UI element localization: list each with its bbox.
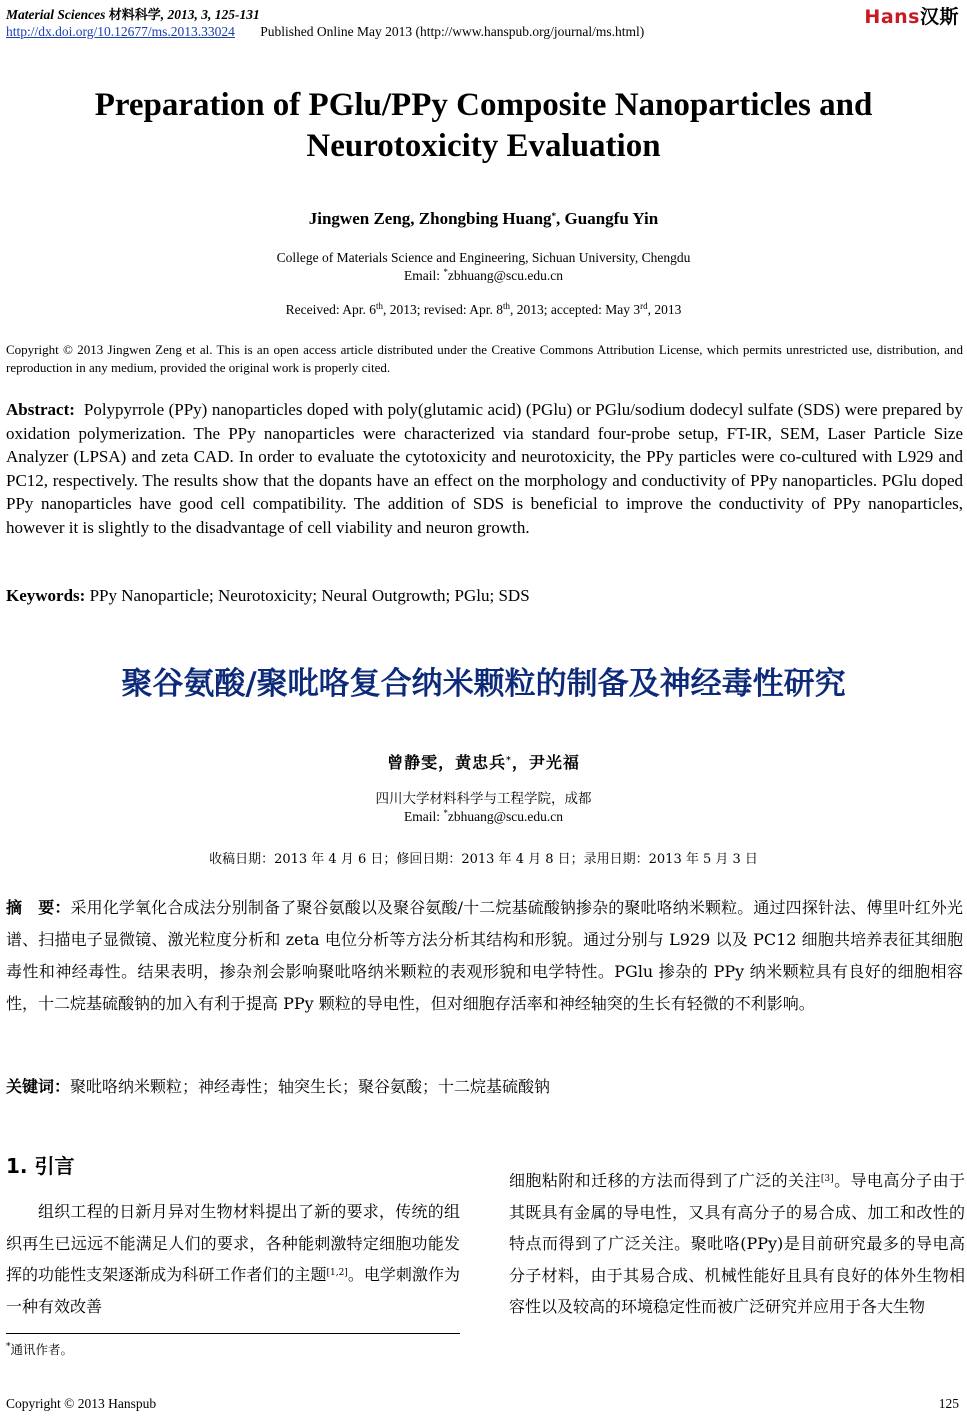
- journal-name: Material Sciences: [6, 7, 106, 22]
- doi-link[interactable]: http://dx.doi.org/10.12677/ms.2013.33024: [6, 24, 235, 39]
- abstract-text-cn: 采用化学氧化合成法分别制备了聚谷氨酸以及聚谷氨酸/十二烷基硫酸钠掺杂的聚吡咯纳米颗粒。通过四探针法、傅里叶红外光谱、扫描电子显微镜、激光粒度分析和 zeta 电位分析等方法分析其结构和形貌。通过分别与 L929 以及 PC12 细胞共培养表征其细胞毒性和神经毒性。结果表明，掺杂剂会影响聚吡咯纳米颗粒的表观形貌和电学特性。PGlu 掺杂的 PPy 纳米颗粒具有良好的细胞相容性，十二烷基硫酸钠的加入有利于提高 PPy 颗粒的导电性，但对细胞存活率和神经轴突的生长有轻微的不利影响。: [6, 898, 963, 1013]
- received-dates-cn: 收稿日期：2013 年 4 月 6 日；修回日期：2013 年 4 月 8 日；录用日期：2013 年 5 月 3 日: [209, 852, 758, 867]
- keywords: [6, 586, 963, 606]
- abstract-text: Polypyrrole (PPy) nanoparticles doped with poly(glutamic acid) (PGlu) or PGlu/sodium dodecyl sulfate (SDS) were prepared by oxidation polymerization. The PPy nanoparticles were characterized via standard four-probe setup, FT-IR, SEM, Laser Particle Size Analyzer (LPSA) and zeta CAD. In order to evaluate the cytotoxicity and neurotoxicity, the PPy particles were co-cultured with L929 and PC12, respectively. The results show that the dopants have an effect on the morphology and conductivity of PPy nanoparticles. PGlu doped PPy nanoparticles have good cell compatibility. The addition of SDS is beneficial to improve the conductivity of PPy nanoparticles, however it is slightly to the disadvantage of cell viability and neuron growth.: [6, 400, 964, 537]
- journal-name-cn: 材料科学: [108, 8, 161, 23]
- keywords-label: Keywords:: [6, 586, 86, 605]
- paper-title-cn: 聚谷氨酸/聚吡咯复合纳米颗粒的制备及神经毒性研究: [121, 666, 846, 702]
- body-column-right: 细胞粘附和迁移的方法而得到了广泛的关注[3]。导电高分子由于其既具有金属的导电性，又具有高分子的易合成、加工和改性的特点而得到了广泛关注。聚吡咯(PPy)是目前研究最多的导电高分子材料，由于其易合成、机械性能好且具有良好的体外生物相容性以及较高的环境稳定性而被广泛研究并应用于各大生物: [509, 1171, 965, 1316]
- section-heading: 1. 引言: [6, 1154, 75, 1178]
- journal-header: [6, 4, 260, 23]
- keywords-text: PPy Nanoparticle; Neurotoxicity; Neural Outgrowth; PGlu; SDS: [89, 586, 530, 605]
- body-column-left: 组织工程的日新月异对生物材料提出了新的要求，传统的组织再生已远远不能满足人们的要求，各种能刺激特定细胞功能发挥的功能性支架逐渐成为科研工作者们的主题[1,2]。电学刺激作为一种有效改善: [6, 1202, 460, 1316]
- citation[interactable]: [1,2]: [326, 1268, 348, 1278]
- keywords-label-cn: 关键词：: [6, 1077, 71, 1096]
- keywords-cn: [6, 1074, 963, 1097]
- affiliation: College of Materials Science and Engineering, Sichuan University, Chengdu Email: *zbhuang@scu.edu.cn: [0, 249, 967, 285]
- keywords-text-cn: 聚吡咯纳米颗粒；神经毒性；轴突生长；聚谷氨酸；十二烷基硫酸钠: [70, 1077, 551, 1096]
- hans-logo: Hans汉斯: [864, 6, 959, 28]
- corresponding-mark: *: [551, 211, 557, 221]
- abstract-label: Abstract:: [6, 400, 75, 419]
- doi-line: [6, 24, 644, 40]
- affiliation-cn: 四川大学材料科学与工程学院，成都 Email: *zbhuang@scu.edu.cn: [375, 791, 592, 824]
- footnote-divider: [6, 1333, 460, 1334]
- footnote: *通讯作者。: [6, 1342, 74, 1357]
- journal-issue: , 2013, 3, 125-131: [160, 7, 260, 22]
- received-dates: Received: Apr. 6th, 2013; revised: Apr. 8th, 2013; accepted: May 3rd, 2013: [285, 301, 682, 317]
- published-online: Published Online May 2013 (http://www.hanspub.org/journal/ms.html): [260, 24, 645, 39]
- paper-title: Preparation of PGlu/PPy Composite Nanoparticles and Neurotoxicity Evaluation: [94, 87, 873, 164]
- email: Email: *zbhuang@scu.edu.cn: [403, 267, 564, 283]
- authors-cn: 曾静雯，黄忠兵*，尹光福: [387, 753, 580, 772]
- footer-copyright: Copyright © 2013 Hanspub: [6, 1396, 157, 1411]
- copyright-notice: Copyright © 2013 Jingwen Zeng et al. This is an open access article distributed under the Creative Commons Attribution License, which permits unrestricted use, distribution, and reproduction in any medium, provided the original work is properly cited.: [6, 342, 963, 375]
- citation[interactable]: [3]: [820, 1174, 834, 1184]
- abstract-cn: [6, 892, 963, 1020]
- authors: Jingwen Zeng, Zhongbing Huang*, Guangfu Yin: [308, 209, 659, 228]
- abstract: [6, 398, 963, 539]
- abstract-label-cn: 摘 要：: [6, 898, 71, 917]
- page-number: 125: [938, 1396, 959, 1411]
